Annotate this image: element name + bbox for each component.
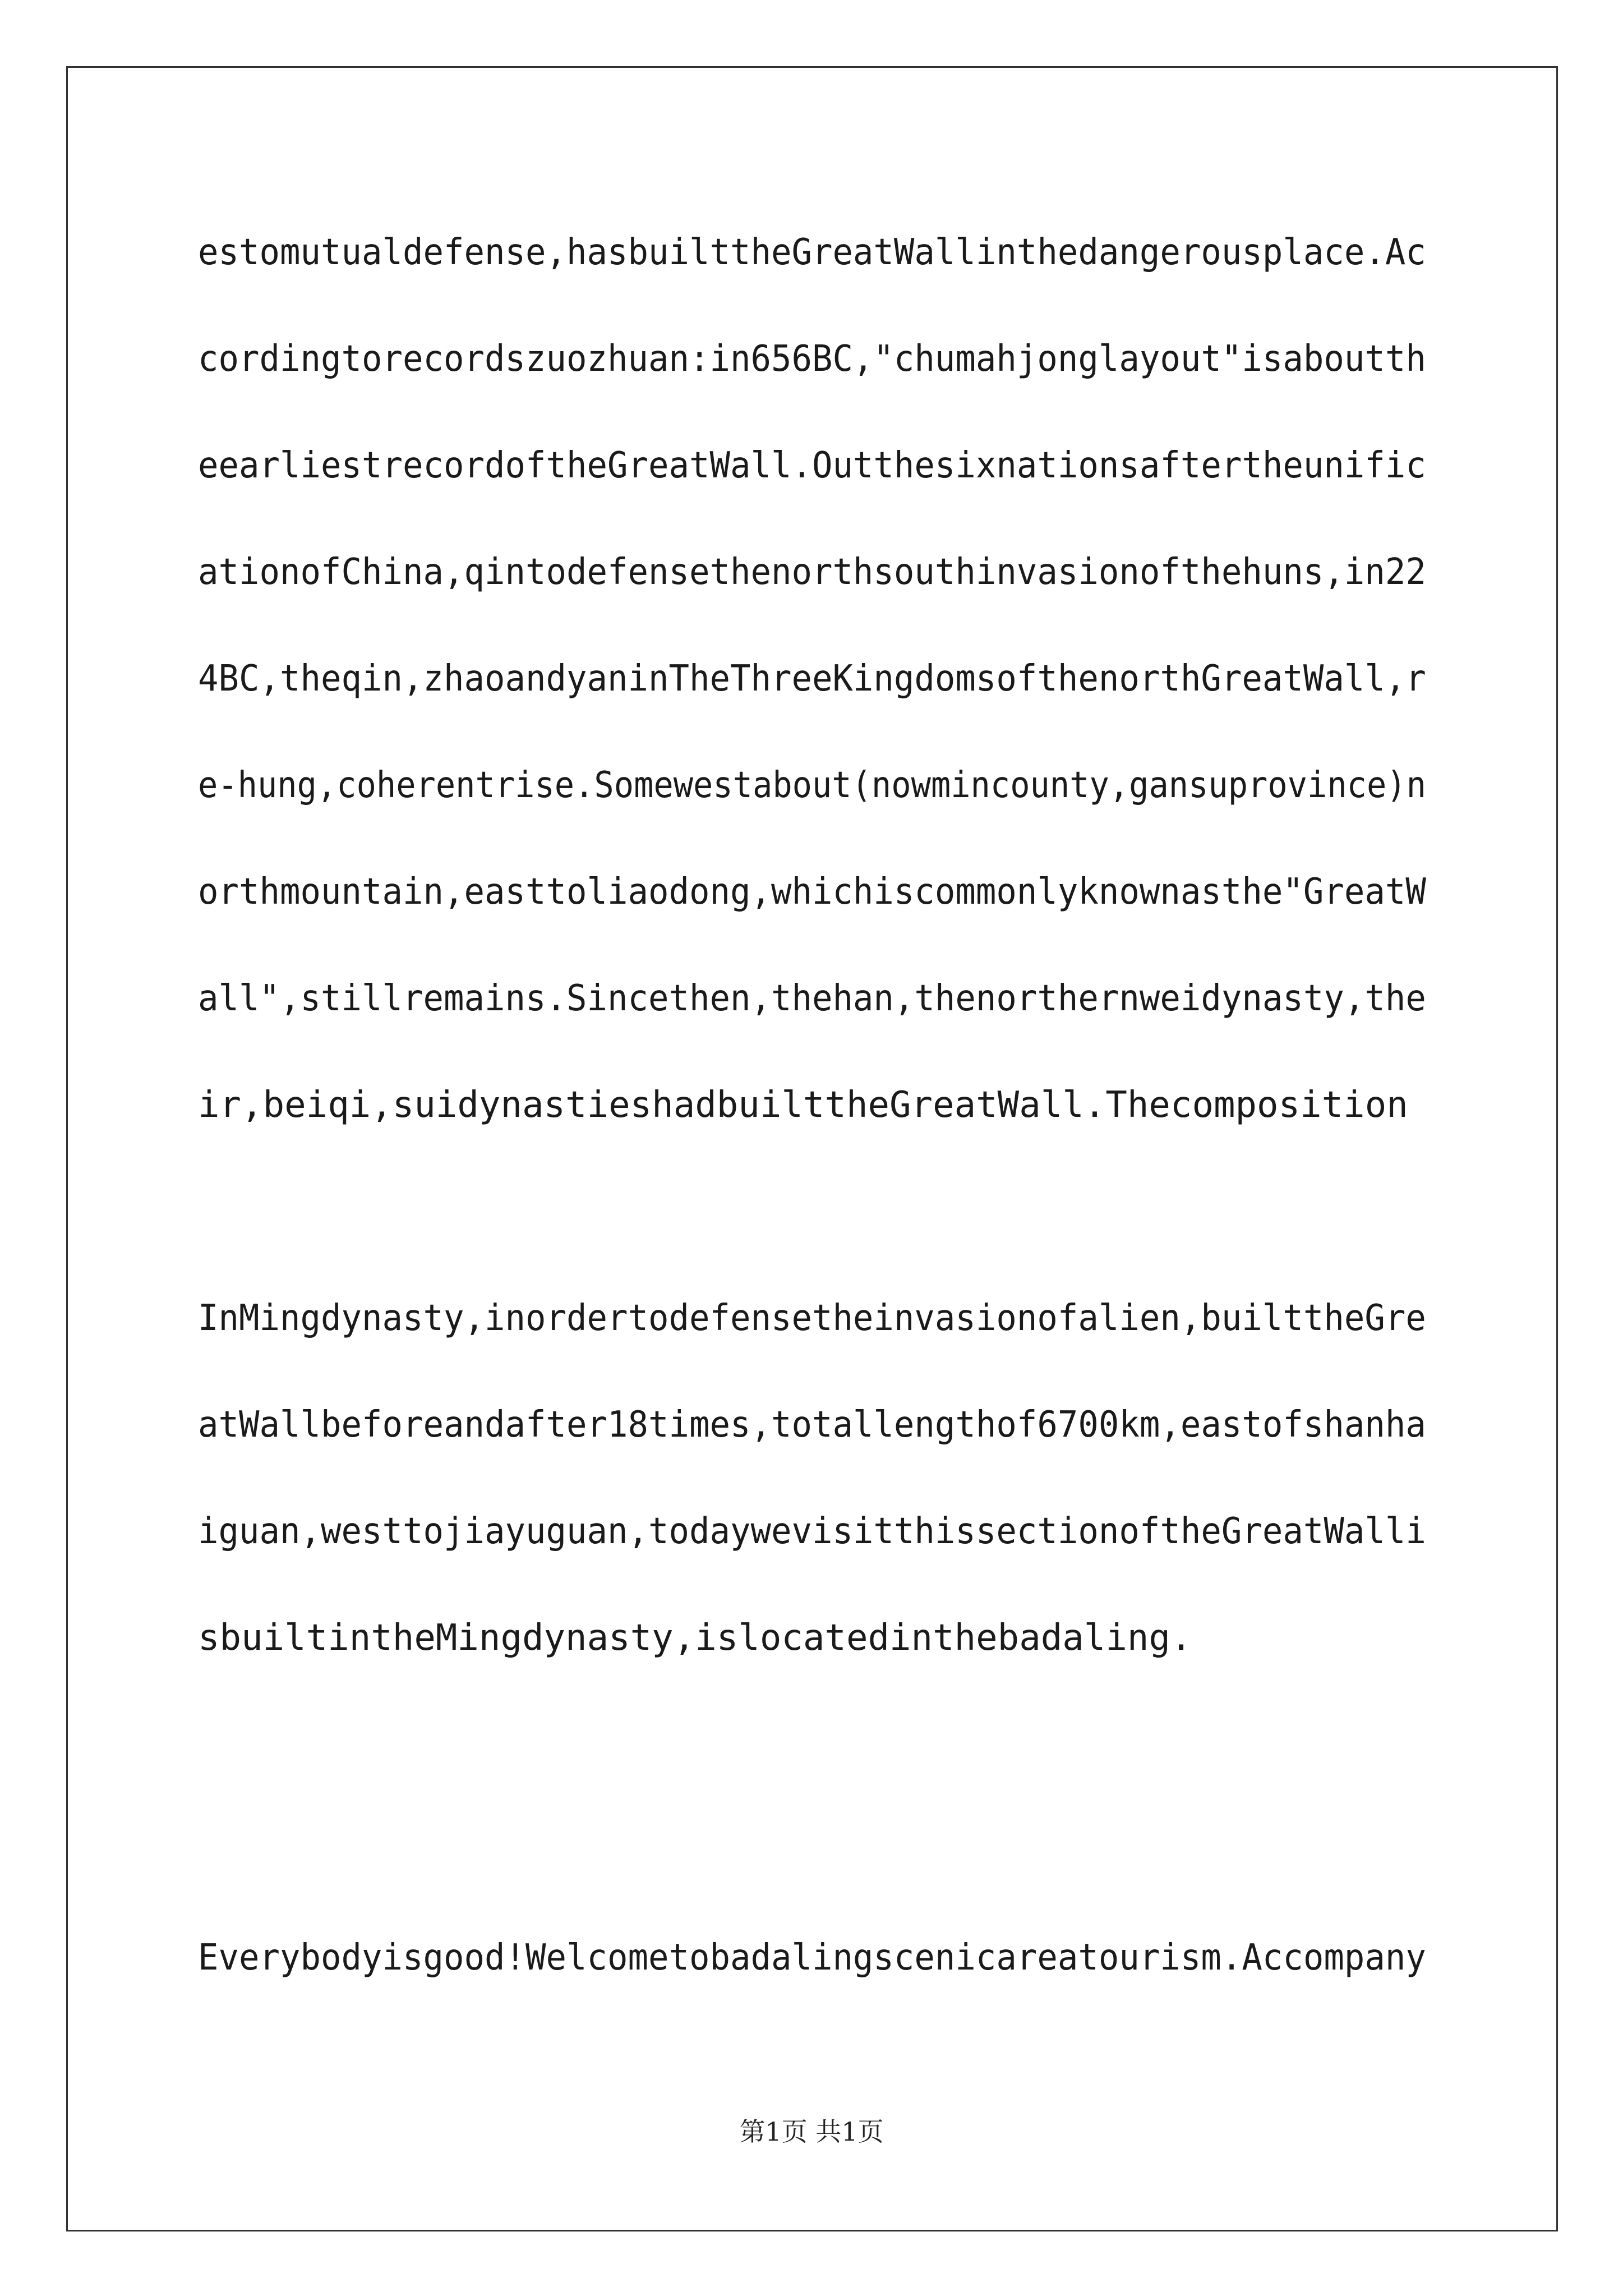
text-line: 4BC,theqin,zhaoandyaninTheThreeKingdomsofthenorthGreatWall,r xyxy=(198,658,1426,700)
text-line: estomutualdefense,hasbuilttheGreatWallinthedangerousplace.Ac xyxy=(198,232,1426,273)
text-line: cordingtorecordszuozhuan:in656BC,"chumahjonglayout"isaboutth xyxy=(198,338,1426,380)
text-line: ir,beiqi,suidynastieshadbuilttheGreatWall.Thecomposition xyxy=(198,1084,1408,1126)
text-line: e-hung,coherentrise.Somewestabout(nowmincounty,gansuprovince)n xyxy=(198,765,1426,806)
text-line: Everybodyisgood!Welcometobadalingscenicareatourism.Accompany xyxy=(198,1937,1426,1978)
text-line: ationofChina,qintodefensethenorthsouthinvasionofthehuns,in22 xyxy=(198,551,1426,593)
text-line: InMingdynasty,inordertodefensetheinvasionofalien,builttheGre xyxy=(198,1297,1426,1339)
text-line: all",stillremains.Sincethen,thehan,thenorthernweidynasty,the xyxy=(198,978,1426,1019)
text-line: orthmountain,easttoliaodong,whichiscommonlyknownasthe"GreatW xyxy=(198,871,1426,913)
text-line: iguan,westtojiayuguan,todaywevisitthissectionoftheGreatWalli xyxy=(198,1511,1426,1552)
page-border xyxy=(66,66,1558,2231)
page-footer: 第1页 共1页 xyxy=(739,2116,884,2147)
text-line: sbuiltintheMingdynasty,islocatedinthebadaling. xyxy=(198,1617,1192,1659)
text-line: eearliestrecordoftheGreatWall.Outthesixnationsaftertheunific xyxy=(198,445,1426,486)
text-line: atWallbeforeandafter18times,totallengthof6700km,eastofshanha xyxy=(198,1404,1426,1446)
